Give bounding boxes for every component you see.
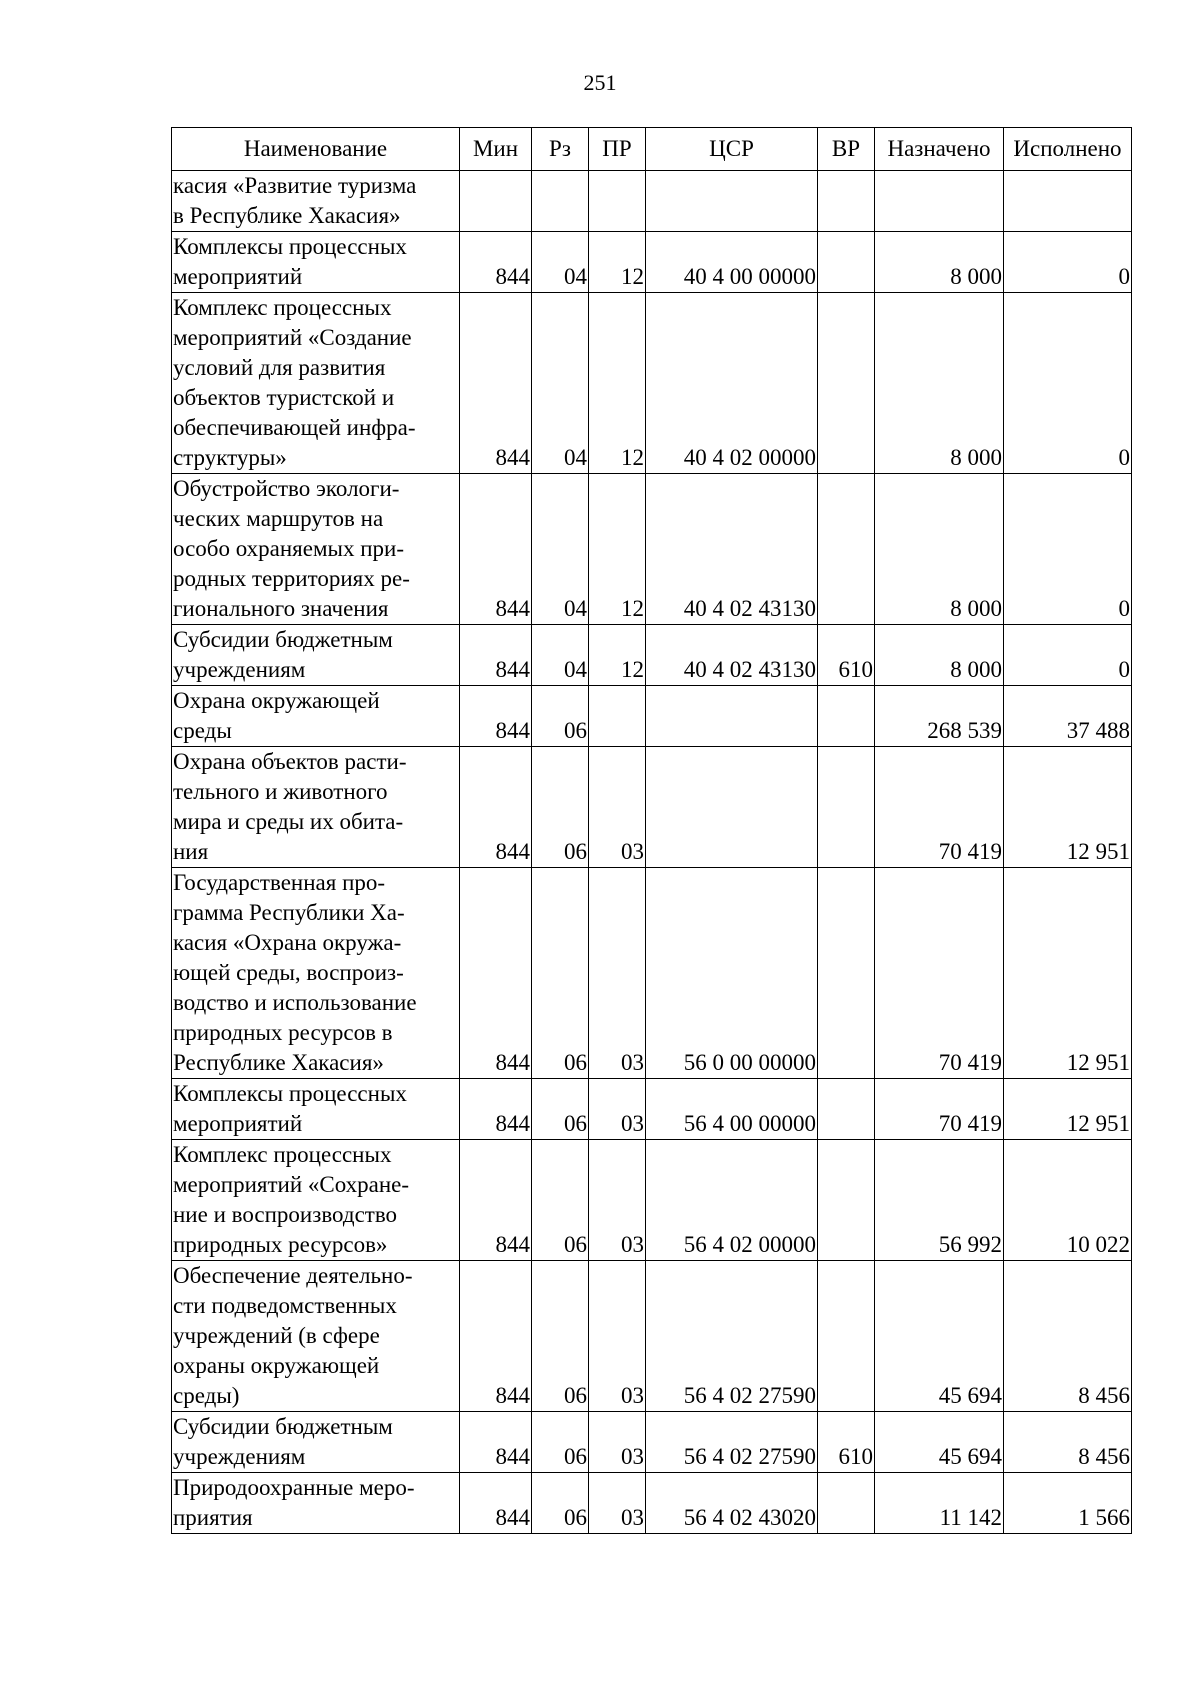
name-line: Комплексы процессных [173,1081,407,1106]
header-row [172,128,1132,171]
cell-min: 844 [460,1412,532,1473]
name-line: Обустройство экологи- [173,476,400,501]
cell-name [172,1261,460,1412]
table-row [172,1079,1132,1140]
table-row [172,1261,1132,1412]
name-line: Природоохранные меро- [173,1475,415,1500]
name-line: Охрана объектов расти- [173,749,407,774]
name-line: Обеспечение деятельно- [173,1263,413,1288]
cell-vr [818,1079,875,1140]
cell-min: 844 [460,686,532,747]
cell-name [172,625,460,686]
cell-ispolneno: 12 951 [1004,747,1132,868]
cell-csr: 40 4 02 43130 [646,474,818,625]
cell-csr [646,171,818,232]
table-body [172,171,1132,1534]
header-vr: ВР [818,128,875,171]
cell-pr: 03 [589,1412,646,1473]
cell-pr: 12 [589,625,646,686]
cell-name [172,747,460,868]
cell-min: 844 [460,293,532,474]
name-line: ния [173,839,209,864]
cell-csr: 56 4 02 27590 [646,1261,818,1412]
cell-csr: 56 0 00 00000 [646,868,818,1079]
cell-ispolneno: 37 488 [1004,686,1132,747]
cell-csr: 56 4 02 00000 [646,1140,818,1261]
cell-naznacheno: 70 419 [875,1079,1004,1140]
cell-vr [818,171,875,232]
cell-naznacheno: 8 000 [875,293,1004,474]
cell-naznacheno [875,171,1004,232]
cell-min: 844 [460,747,532,868]
cell-name [172,868,460,1079]
cell-rz: 06 [532,686,589,747]
header-rz: Рз [532,128,589,171]
cell-rz [532,171,589,232]
header-name: Наименование [172,128,460,171]
cell-rz: 06 [532,1261,589,1412]
table-row [172,625,1132,686]
budget-table [171,127,1132,1534]
cell-name [172,1079,460,1140]
cell-rz: 06 [532,1473,589,1534]
name-line: ние и воспроизводство [173,1202,398,1227]
cell-ispolneno: 0 [1004,474,1132,625]
name-line: родных территориях ре- [173,566,410,591]
cell-ispolneno: 0 [1004,625,1132,686]
cell-rz: 04 [532,232,589,293]
name-line: Комплекс процессных [173,295,392,320]
cell-min: 844 [460,868,532,1079]
cell-naznacheno: 70 419 [875,868,1004,1079]
cell-vr [818,232,875,293]
cell-pr: 03 [589,1261,646,1412]
cell-pr: 03 [589,1079,646,1140]
page-number: 251 [583,70,617,95]
name-line: среды [173,718,232,743]
cell-naznacheno: 45 694 [875,1412,1004,1473]
cell-naznacheno: 56 992 [875,1140,1004,1261]
cell-ispolneno: 8 456 [1004,1261,1132,1412]
cell-pr: 12 [589,474,646,625]
cell-pr [589,171,646,232]
name-line: Государственная про- [173,870,386,895]
cell-ispolneno: 8 456 [1004,1412,1132,1473]
cell-csr: 56 4 02 27590 [646,1412,818,1473]
cell-rz: 06 [532,868,589,1079]
cell-pr: 03 [589,747,646,868]
cell-csr: 56 4 02 43020 [646,1473,818,1534]
name-line: ющей среды, воспроиз- [173,960,404,985]
table-row [172,474,1132,625]
name-line: учреждений (в сфере [173,1323,380,1348]
name-line: тельного и животного [173,779,388,804]
name-line: грамма Республики Ха- [173,900,405,925]
name-line: природных ресурсов» [173,1232,388,1257]
name-line: природных ресурсов в [173,1020,393,1045]
table-row [172,868,1132,1079]
name-line: Комплексы процессных [173,234,407,259]
name-line: мероприятий [173,264,303,289]
name-line: ческих маршрутов на [173,506,384,531]
cell-min: 844 [460,1079,532,1140]
cell-naznacheno: 8 000 [875,232,1004,293]
table-row [172,232,1132,293]
cell-naznacheno: 70 419 [875,747,1004,868]
name-line: особо охраняемых при- [173,536,404,561]
cell-name [172,686,460,747]
table-row [172,1412,1132,1473]
name-line: структуры» [173,445,287,470]
header-naznacheno: Назначено [875,128,1004,171]
header-pr: ПР [589,128,646,171]
name-line: учреждениям [173,1444,306,1469]
name-line: сти подведомственных [173,1293,397,1318]
cell-ispolneno: 12 951 [1004,868,1132,1079]
cell-rz: 04 [532,474,589,625]
cell-min: 844 [460,1140,532,1261]
name-line: Субсидии бюджетным [173,627,393,652]
cell-vr [818,686,875,747]
cell-csr: 40 4 00 00000 [646,232,818,293]
name-line: условий для развития [173,355,386,380]
name-line: касия «Развитие туризма [173,173,417,198]
cell-vr [818,474,875,625]
header-min: Мин [460,128,532,171]
cell-pr [589,686,646,747]
cell-min: 844 [460,1473,532,1534]
cell-csr: 40 4 02 00000 [646,293,818,474]
name-line: обеспечивающей инфра- [173,415,416,440]
table-row [172,171,1132,232]
cell-ispolneno: 1 566 [1004,1473,1132,1534]
name-line: среды) [173,1383,240,1408]
table-row [172,747,1132,868]
table-row [172,686,1132,747]
cell-rz: 06 [532,1140,589,1261]
name-line: касия «Охрана окружа- [173,930,402,955]
cell-ispolneno: 0 [1004,293,1132,474]
cell-name [172,232,460,293]
cell-name [172,474,460,625]
cell-ispolneno: 10 022 [1004,1140,1132,1261]
name-line: объектов туристской и [173,385,395,410]
name-line: мероприятий «Создание [173,325,412,350]
table-header [172,128,1132,171]
header-csr: ЦСР [646,128,818,171]
cell-name [172,1412,460,1473]
cell-name [172,171,460,232]
name-line: в Республике Хакасия» [173,203,401,228]
cell-naznacheno: 8 000 [875,625,1004,686]
cell-min: 844 [460,625,532,686]
name-line: охраны окружающей [173,1353,380,1378]
cell-rz: 04 [532,625,589,686]
cell-rz: 06 [532,1079,589,1140]
cell-naznacheno: 268 539 [875,686,1004,747]
name-line: приятия [173,1505,253,1530]
cell-ispolneno [1004,171,1132,232]
cell-vr [818,293,875,474]
cell-csr: 40 4 02 43130 [646,625,818,686]
cell-naznacheno: 8 000 [875,474,1004,625]
cell-pr: 03 [589,1140,646,1261]
cell-vr: 610 [818,625,875,686]
cell-ispolneno: 12 951 [1004,1079,1132,1140]
cell-rz: 06 [532,747,589,868]
cell-vr: 610 [818,1412,875,1473]
cell-min: 844 [460,1261,532,1412]
table-row [172,1473,1132,1534]
cell-rz: 06 [532,1412,589,1473]
cell-min: 844 [460,474,532,625]
name-line: водство и использование [173,990,417,1015]
name-line: Комплекс процессных [173,1142,392,1167]
name-line: Субсидии бюджетным [173,1414,393,1439]
header-ispolneno: Исполнено [1004,128,1132,171]
name-line: мероприятий [173,1111,303,1136]
cell-name [172,293,460,474]
name-line: мероприятий «Сохране- [173,1172,410,1197]
cell-ispolneno: 0 [1004,232,1132,293]
cell-min: 844 [460,232,532,293]
cell-name [172,1473,460,1534]
cell-min [460,171,532,232]
cell-pr: 03 [589,1473,646,1534]
cell-vr [818,1473,875,1534]
cell-csr [646,747,818,868]
cell-vr [818,1261,875,1412]
cell-pr: 12 [589,293,646,474]
name-line: гионального значения [173,596,389,621]
cell-csr [646,686,818,747]
cell-vr [818,868,875,1079]
cell-name [172,1140,460,1261]
table-row [172,293,1132,474]
cell-rz: 04 [532,293,589,474]
name-line: Республике Хакасия» [173,1050,384,1075]
cell-naznacheno: 11 142 [875,1473,1004,1534]
cell-pr: 03 [589,868,646,1079]
cell-vr [818,747,875,868]
cell-vr [818,1140,875,1261]
name-line: мира и среды их обита- [173,809,404,834]
name-line: Охрана окружающей [173,688,380,713]
cell-naznacheno: 45 694 [875,1261,1004,1412]
cell-pr: 12 [589,232,646,293]
name-line: учреждениям [173,657,306,682]
table-row [172,1140,1132,1261]
cell-csr: 56 4 00 00000 [646,1079,818,1140]
